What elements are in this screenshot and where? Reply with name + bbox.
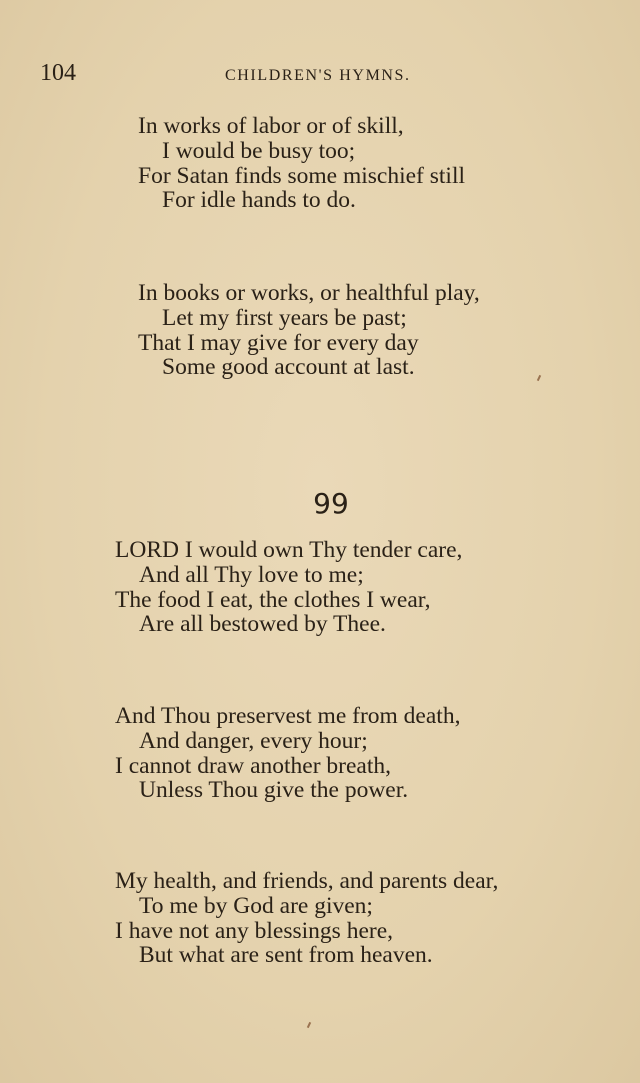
verse-line: And all Thy love to me;: [139, 561, 364, 588]
verse-line: I cannot draw another breath,: [115, 752, 391, 779]
verse-line: Unless Thou give the power.: [139, 777, 409, 804]
stanza-1: [138, 114, 465, 213]
hymn-number: 99: [313, 487, 349, 520]
verse-line: Let my first years be past;: [162, 304, 407, 331]
verse-line: And danger, every hour;: [139, 727, 368, 754]
stanza-5: [115, 869, 498, 968]
verse-line: But what are sent from heaven.: [139, 942, 433, 969]
running-head: [40, 60, 580, 96]
verse-line: For Satan finds some mischief still: [138, 162, 466, 189]
verse-line: I would be busy too;: [162, 137, 356, 164]
verse-line: Are all bestowed by Thee.: [139, 611, 386, 638]
verse-line: In books or works, or healthful play,: [138, 280, 480, 306]
verse-line: My health, and friends, and parents dear,: [115, 868, 499, 894]
paper-speck: [537, 375, 541, 381]
verse-line: For idle hands to do.: [162, 187, 356, 214]
running-title: CHILDREN'S HYMNS.: [225, 67, 411, 84]
page-number: 104: [40, 60, 76, 86]
verse-line: And Thou preservest me from death,: [115, 703, 461, 729]
stanza-2: [138, 281, 480, 380]
verse-line: The food I eat, the clothes I wear,: [115, 586, 431, 613]
verse-line: I have not any blessings here,: [115, 917, 394, 944]
verse-line: That I may give for every day: [138, 329, 419, 356]
paper-speck: [307, 1022, 311, 1028]
verse-line: LORD I would own Thy tender care,: [115, 537, 463, 563]
stanza-4: [115, 704, 460, 803]
stanza-3: [115, 538, 462, 637]
verse-line: Some good account at last.: [162, 354, 415, 381]
verse-line: In works of labor or of skill,: [138, 113, 404, 139]
verse-line: To me by God are given;: [139, 892, 373, 919]
